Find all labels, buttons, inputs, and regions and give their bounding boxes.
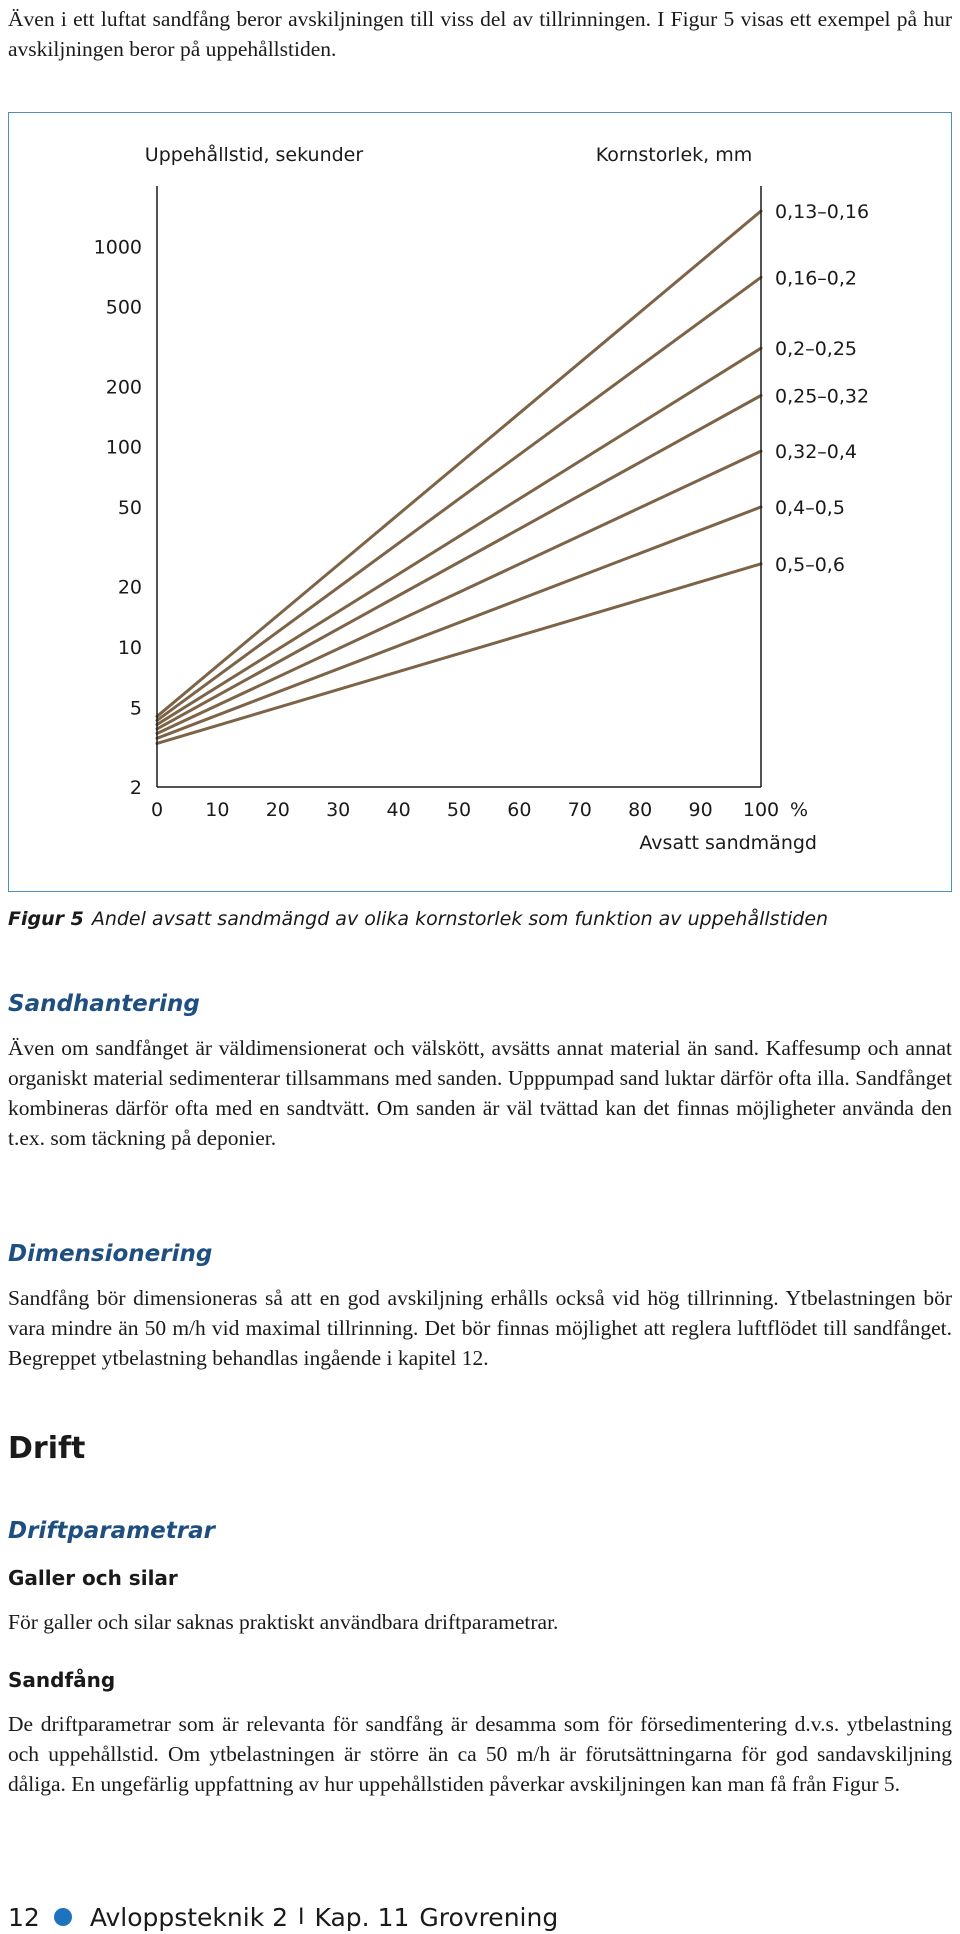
x-tick-label: 30 [326, 799, 351, 821]
intro-paragraph: Även i ett luftat sandfång beror avskiljningen till viss del av tillrinningen. I Figur 5 visas ett exempel på hur avskiljningen beror på uppehållstiden. [8, 7, 952, 61]
series-label: 0,16–0,2 [775, 267, 858, 290]
x-tick-label: 40 [386, 799, 411, 821]
y-tick-label: 20 [117, 576, 142, 599]
series-line [157, 507, 761, 738]
footer-chapter-title: Grovrening [419, 1902, 559, 1932]
series-lines [157, 211, 761, 743]
y-axis-title: Uppehållstid, sekunder [144, 144, 364, 166]
y-tick-label: 2 [129, 777, 142, 799]
y-tick-label: 10 [117, 636, 142, 659]
series-labels [775, 201, 869, 576]
footer-separator: I [298, 1904, 305, 1930]
series-line [157, 211, 761, 716]
caption-text: Andel avsatt sandmängd av olika kornstorlek som funktion av uppehållstiden [91, 908, 829, 930]
series-line [157, 348, 761, 724]
series-label: 0,2–0,25 [775, 338, 858, 361]
x-ticks [151, 799, 779, 821]
y-tick-label: 50 [117, 496, 142, 519]
series-label: 0,13–0,16 [775, 201, 870, 224]
y-ticks [94, 236, 142, 799]
footer-chapter: Kap. 11 [314, 1902, 410, 1932]
heading-dimensionering: Dimensionering [8, 1241, 213, 1267]
heading-drift: Drift [8, 1431, 86, 1466]
heading-driftparametrar: Driftparametrar [8, 1518, 215, 1544]
legend-title: Kornstorlek, mm [595, 144, 753, 166]
heading-galler-och-silar: Galler och silar [8, 1566, 178, 1590]
paragraph-sandfang: De driftparametrar som är relevanta för sandfång är desamma som för försedimentering d.v.s. ytbelastning och uppehållstid. Om ytbelastningen är större än ca 50 m/h är förutsättningarna för god sandavskiljning dåliga. En ungefärlig uppfattning av hur uppehållstiden påverkar avskiljningen kan man få från Figur 5. [8, 1712, 952, 1796]
y-tick-label: 200 [105, 376, 142, 399]
x-tick-label: 90 [688, 799, 713, 821]
series-line [157, 396, 761, 729]
paragraph-sandhantering: Även om sandfånget är väldimensionerat och välskött, avsätts annat material än sand. Kaffesump och annat organiskt material sedimenterar tillsammans med sanden. Upppumpad sand luktar därför ofta illa. Sandfånget kombineras därför ofta med en sandtvätt. Om sanden är väl tvättad kan det finnas möjligheter använda den t.ex. som täckning på deponier. [8, 1036, 952, 1150]
caption-label: Figur 5 [8, 908, 84, 930]
y-tick-label: 1000 [93, 236, 142, 259]
heading-sandfang: Sandfång [8, 1668, 116, 1692]
x-tick-label: 80 [628, 799, 653, 821]
x-tick-label: 0 [150, 799, 164, 821]
page-number: 12 [8, 1902, 40, 1932]
footer-dot-icon [54, 1908, 72, 1926]
figure-caption [8, 906, 952, 932]
paragraph-galler-och-silar: För galler och silar saknas praktiskt användbara driftparametrar. [8, 1610, 559, 1634]
figure-5 [8, 112, 952, 892]
paragraph-dimensionering: Sandfång bör dimensioneras så att en god avskiljning erhålls också vid hög tillrinning. Ytbelastningen bör vara mindre än 50 m/h vid maximal tillrinning. Det bör finnas möjlighet att reglera luftflödet till sandfånget. Begreppet ytbelastning behandlas ingående i kapitel 12. [8, 1286, 952, 1370]
series-label: 0,25–0,32 [775, 385, 870, 408]
heading-sandhantering: Sandhantering [8, 991, 200, 1017]
x-tick-label: 50 [446, 799, 472, 821]
x-tick-label: 10 [205, 799, 230, 821]
x-axis-unit: % [789, 799, 809, 821]
y-tick-label: 100 [105, 436, 142, 459]
y-tick-label: 500 [105, 296, 142, 319]
series-label: 0,32–0,4 [775, 441, 858, 464]
x-tick-label: 20 [265, 799, 290, 821]
series-label: 0,5–0,6 [775, 553, 845, 576]
x-axis-title: Avsatt sandmängd [639, 832, 817, 854]
y-tick-label: 5 [129, 697, 142, 720]
x-tick-label: 100 [742, 799, 780, 821]
chart [9, 113, 953, 893]
x-tick-label: 70 [567, 799, 592, 821]
x-tick-label: 60 [507, 799, 532, 821]
page-footer [8, 1900, 558, 1934]
footer-book-title: Avloppsteknik 2 [89, 1902, 289, 1932]
series-label: 0,4–0,5 [775, 496, 845, 519]
